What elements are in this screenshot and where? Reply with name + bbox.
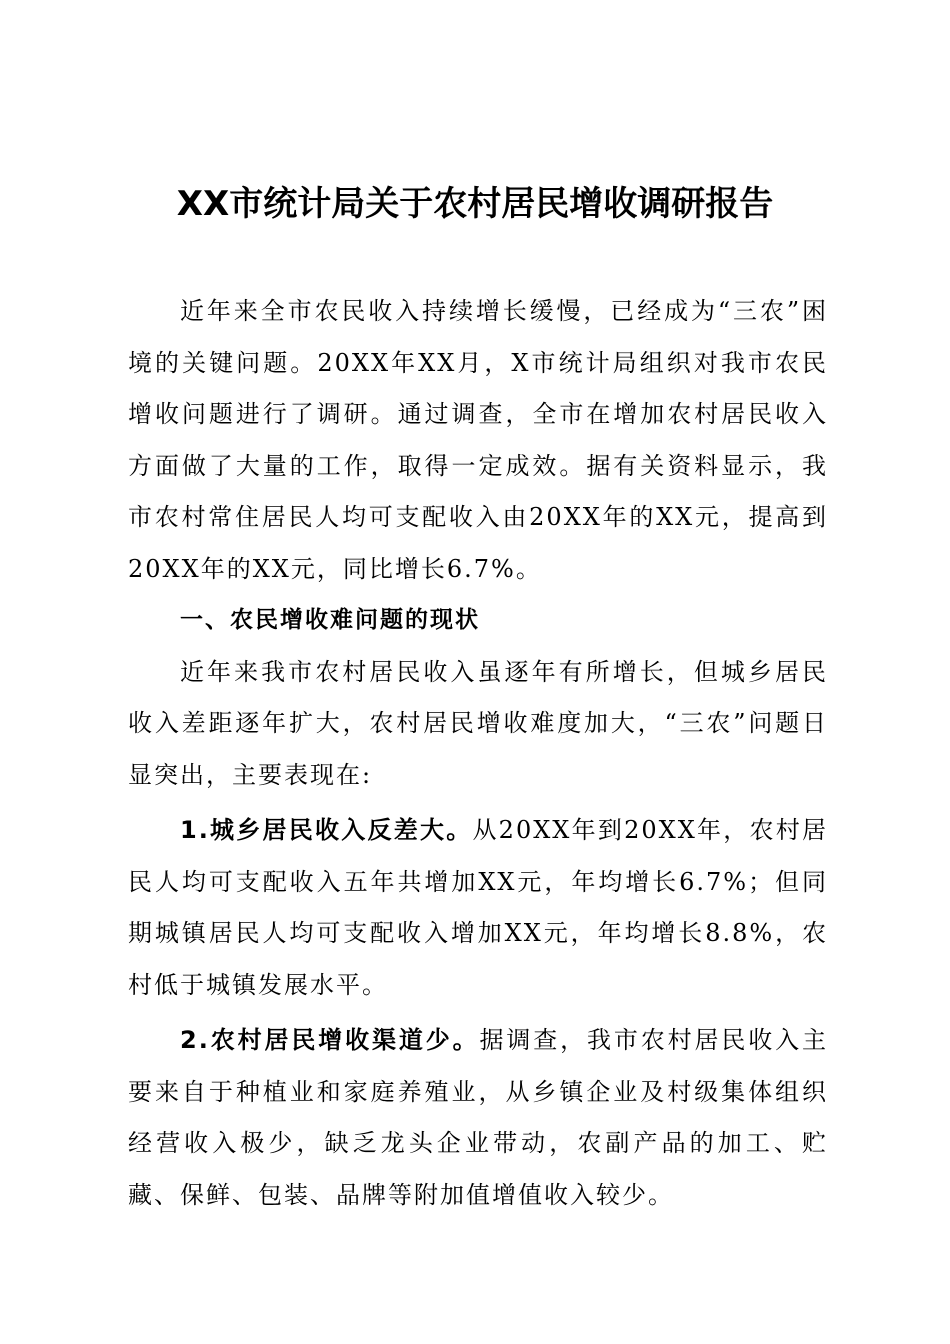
point-1-text: 从20XX年到20XX年，农村居民人均可支配收入五年共增加XX元，年均增长6.7%；但同期城镇居民人均可支配收入增加XX元，年均增长8.8%，农村低于城镇发展水平。: [128, 816, 828, 999]
intro-paragraph: 近年来全市农民收入持续增长缓慢，已经成为“三农”困境的关键问题。20XX年XX月，X市统计局组织对我市农民增收问题进行了调研。通过调查，全市在增加农村居民收入方面做了大量的工作，取得一定成效。据有关资料显示，我市农村常住居民人均可支配收入由20XX年的XX元，提高到20XX年的XX元，同比增长6.7%。: [128, 297, 828, 583]
point-2-lead: 2.农村居民增收渠道少。: [180, 1026, 480, 1054]
point-1-paragraph: [128, 805, 828, 1011]
point-2-text: 据调查，我市农村居民收入主要来自于种植业和家庭养殖业，从乡镇企业及村级集体组织经营收入极少，缺乏龙头企业带动，农副产品的加工、贮藏、保鲜、包装、品牌等附加值增值收入较少。: [128, 1026, 828, 1209]
document-body: [128, 286, 828, 1221]
section-1-paragraph: 近年来我市农村居民收入虽逐年有所增长，但城乡居民收入差距逐年扩大，农村居民增收难度加大，“三农”问题日显突出，主要表现在:: [128, 657, 828, 789]
section-1-heading: 一、农民增收难问题的现状: [180, 607, 480, 633]
point-1-lead: 1.城乡居民收入反差大。: [180, 816, 473, 844]
point-2-paragraph: [128, 1015, 828, 1221]
document-title: XX市统计局关于农村居民增收调研报告: [176, 184, 774, 224]
